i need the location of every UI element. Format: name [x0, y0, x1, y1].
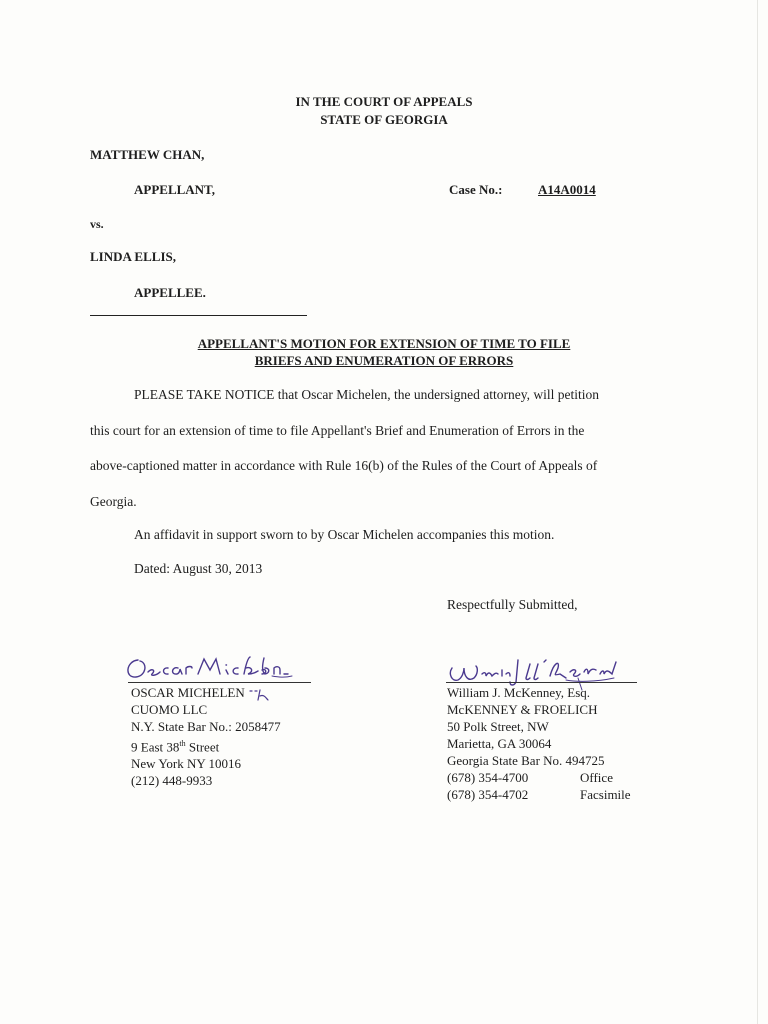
left-attorney-name: OSCAR MICHELEN — [131, 685, 245, 700]
left-address-line-1: 9 East 38th Street — [131, 739, 220, 755]
dated-line: Dated: August 30, 2013 — [134, 561, 263, 576]
case-label: Case No.: — [449, 182, 503, 197]
paragraph-1-line-4: Georgia. — [90, 494, 137, 509]
left-signature-line — [128, 682, 311, 683]
right-signature-block — [447, 684, 631, 803]
case-number: A14A0014 — [538, 182, 596, 197]
right-firm: McKENNEY & FROELICH — [447, 702, 598, 717]
paragraph-2: An affidavit in support sworn to by Oscar Michelen accompanies this motion. — [134, 527, 555, 542]
initials-icon — [248, 688, 270, 700]
paragraph-1-line-2: this court for an extension of time to file Appellant's Brief and Enumeration of Errors in the — [90, 423, 585, 438]
right-signature-line — [446, 682, 637, 683]
left-firm: CUOMO LLC — [131, 702, 208, 717]
right-attorney-name: William J. McKenney, Esq. — [447, 685, 591, 700]
motion-title-line1: APPELLANT'S MOTION FOR EXTENSION OF TIME TO FILE — [197, 336, 571, 351]
appellee-name: LINDA ELLIS, — [90, 249, 176, 264]
caption-rule — [90, 315, 307, 316]
court-name: IN THE COURT OF APPEALS — [295, 94, 473, 109]
left-bar-number: N.Y. State Bar No.: 2058477 — [131, 719, 281, 734]
appellant-role: APPELLANT, — [134, 182, 216, 197]
paragraph-1-line-3: above-captioned matter in accordance with Rule 16(b) of the Rules of the Court of Appeals of — [90, 458, 598, 473]
court-state: STATE OF GEORGIA — [320, 112, 448, 127]
right-bar-number: Georgia State Bar No. 494725 — [447, 753, 605, 768]
right-address-line-1: 50 Polk Street, NW — [447, 719, 549, 734]
motion-title-line2: BRIEFS AND ENUMERATION OF ERRORS — [254, 353, 514, 368]
scan-edge-shadow — [757, 0, 758, 1024]
right-phone-fax: (678) 354-4702 Facsimile — [447, 787, 631, 802]
left-phone: (212) 448-9933 — [131, 773, 213, 789]
right-address-line-2: Marietta, GA 30064 — [447, 736, 552, 751]
paragraph-1-line-1: PLEASE TAKE NOTICE that Oscar Michelen, the undersigned attorney, will petition — [134, 387, 599, 402]
appellant-name: MATTHEW CHAN, — [90, 147, 205, 162]
right-phone-office: (678) 354-4700 Office — [447, 770, 613, 785]
versus: vs. — [90, 217, 104, 231]
signature-oscar-michelen — [122, 652, 302, 684]
closing: Respectfully Submitted, — [447, 597, 578, 612]
left-address-line-2: New York NY 10016 — [131, 756, 242, 772]
left-signature-block — [131, 684, 281, 789]
appellee-role: APPELLEE. — [134, 285, 206, 300]
